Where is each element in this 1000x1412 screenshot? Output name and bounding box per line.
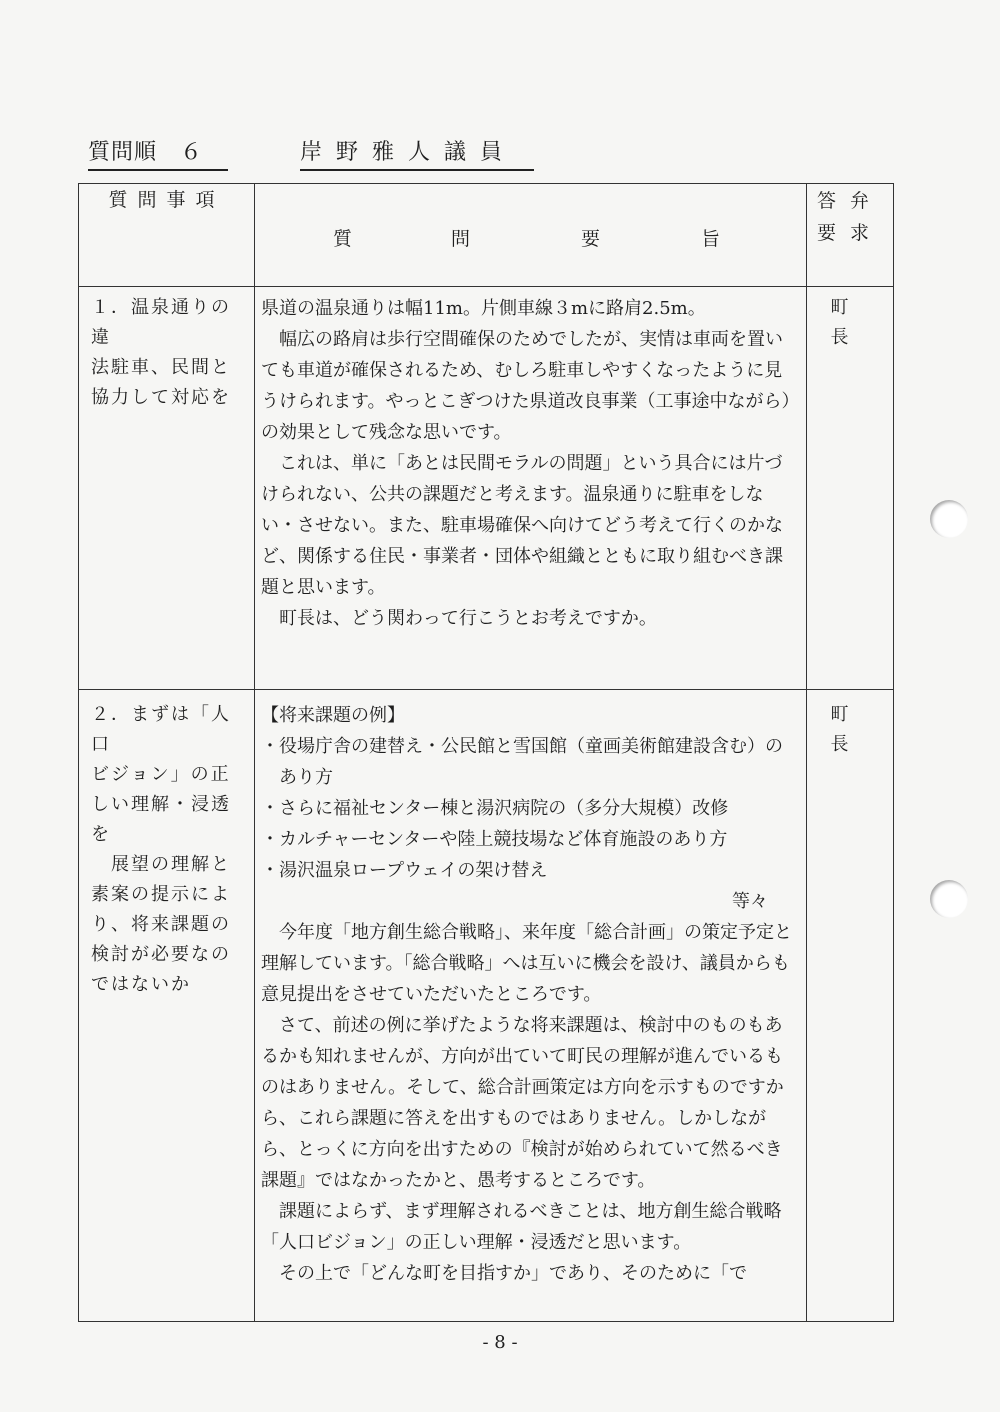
gist-etc: 等々 [732, 891, 768, 912]
header-gist-char: 旨 [701, 228, 721, 250]
item-line: しい理解・浸透 [91, 794, 231, 815]
item-line: 協力して対応を [91, 387, 231, 408]
item-line: ２．まずは「人口 [91, 704, 231, 755]
item-line: 素案の提示によ [91, 884, 231, 905]
item-line: ビジョン」の正 [91, 764, 231, 785]
question-order-label: 質問順 ６ [88, 135, 228, 171]
gist-paragraph: 今年度「地方創生総合戦略」、来年度「総合計画」の策定予定と理解しています。「総合戦略」へは互いに機会を設け、議員からも意見提出をさせていただいたところです。 [261, 922, 792, 1005]
header-question-gist [255, 184, 807, 287]
item-line: り、将来課題の [91, 914, 231, 935]
header-response-line1: 答弁 [816, 190, 883, 212]
gist-paragraph: その上で「どんな町を目指すか」であり、そのために「で [279, 1263, 747, 1284]
header-gist-char: 問 [451, 228, 471, 250]
item-line: ではないか [91, 974, 191, 995]
question-gist-cell [255, 287, 807, 690]
gist-paragraph: 課題によらず、まず理解されるべきことは、地方創生総合戦略「人口ビジョン」の正しい理解・浸透だと思います。 [261, 1201, 782, 1253]
gist-bullet: ・さらに福祉センター棟と湯沢病院の（多分大規模）改修 [261, 798, 729, 819]
gist-paragraph: 県道の温泉通りは幅11m。片側車線３mに路肩2.5m。 [261, 298, 706, 319]
table-row [79, 287, 894, 690]
question-gist-cell [255, 690, 807, 1322]
gist-paragraph: これは、単に「あとは民間モラルの問題」という具合には片づけられない、公共の課題だと考えます。温泉通りに駐車をしない・させない。また、駐車場確保へ向けてどう考えて行くのかなど、関係する住民・事業者・団体や組織とともに取り組むべき課題と思います。 [261, 453, 783, 598]
gist-heading: 【将来課題の例】 [261, 705, 405, 726]
response-request-cell: 町長 [807, 690, 894, 1322]
table-header-row [79, 184, 894, 287]
header-question-item: 質問事項 [79, 184, 255, 287]
header-gist-char: 要 [581, 228, 601, 250]
gist-paragraph: 町長は、どう関わって行こうとお考えですか。 [279, 608, 657, 629]
gist-paragraph: さて、前述の例に挙げたような将来課題は、検討中のものもあるかも知れませんが、方向が出ていて町民の理解が進んでいるものはありません。そして、総合計画策定は方向を示すものですから、これら課題に答えを出すものではありません。しかしながら、とっくに方向を出すための『検討が始められていて然るべき課題』ではなかったかと、愚考するところです。 [261, 1015, 784, 1191]
item-line: 展望の理解と [91, 854, 231, 875]
item-line: 検討が必要なの [91, 944, 231, 965]
header-response-request [807, 184, 894, 287]
question-item-cell [79, 690, 255, 1322]
table-row [79, 690, 894, 1322]
question-table [78, 183, 894, 1322]
header-response-line2: 要求 [816, 222, 883, 244]
member-name-text: 岸野雅人議員 [300, 140, 517, 165]
council-member-name [300, 135, 534, 171]
item-line: １．温泉通りの違 [91, 297, 231, 348]
page-number: - 8 - [482, 1332, 518, 1353]
gist-bullet: ・カルチャーセンターや陸上競技場など体育施設のあり方 [261, 829, 728, 850]
question-item-cell [79, 287, 255, 690]
punch-hole [930, 500, 968, 538]
gist-bullet: ・湯沢温泉ロープウェイの架け替え [261, 860, 548, 881]
gist-paragraph: 幅広の路肩は歩行空間確保のためでしたが、実情は車両を置いても車道が確保されるため、むしろ駐車しやすくなったように見うけられます。やっとこぎつけた県道改良事業（工事途中ながら）の効果として残念な思いです。 [261, 329, 791, 443]
punch-hole [930, 880, 968, 918]
gist-bullet: ・役場庁舎の建替え・公民館と雪国館（童画美術館建設含む）のあり方 [261, 736, 783, 788]
header-gist-char: 質 [333, 228, 353, 250]
item-line: 法駐車、民間と [91, 357, 231, 378]
response-request-cell: 町長 [807, 287, 894, 690]
item-line: を [91, 824, 111, 845]
